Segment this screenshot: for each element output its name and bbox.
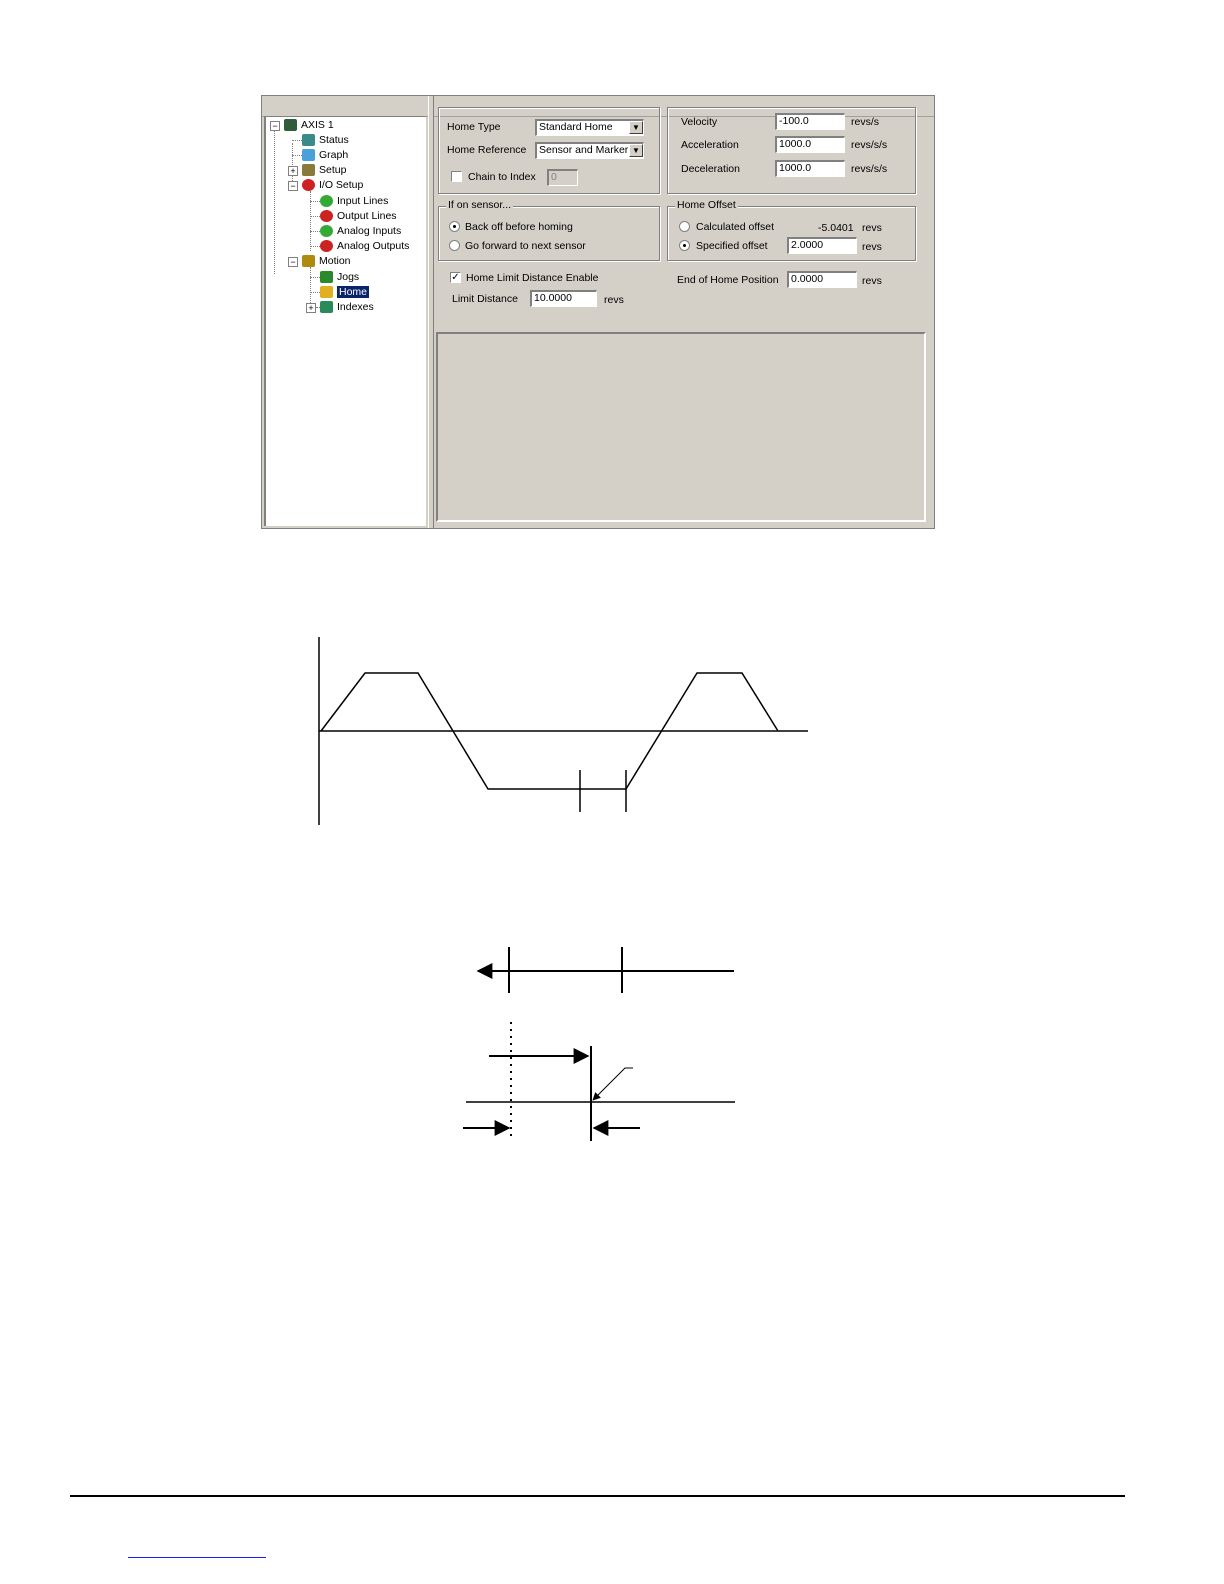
- chevron-down-icon[interactable]: ▼: [629, 144, 643, 157]
- tree-item-label: Indexes: [337, 301, 374, 313]
- deceleration-label: Deceleration: [681, 163, 740, 175]
- calculated-offset-value: -5.0401: [818, 222, 854, 234]
- go-forward-label: Go forward to next sensor: [465, 240, 586, 252]
- specified-offset-unit: revs: [862, 241, 882, 253]
- deceleration-unit: revs/s/s: [851, 163, 888, 175]
- tree-item-label: Input Lines: [337, 195, 389, 207]
- tree-item-label: I/O Setup: [319, 179, 364, 191]
- home-type-value: Standard Home: [539, 121, 613, 133]
- collapse-io-icon[interactable]: −: [288, 181, 298, 191]
- tree-root-label: AXIS 1: [301, 119, 334, 131]
- acceleration-unit: revs/s/s: [851, 139, 888, 151]
- tree-item-label: Output Lines: [337, 210, 397, 222]
- collapse-axis-icon[interactable]: −: [270, 121, 280, 131]
- expand-indexes-icon[interactable]: +: [306, 303, 316, 313]
- tree-item-label: Analog Outputs: [337, 240, 410, 252]
- home-type-label: Home Type: [447, 121, 501, 133]
- callout-leader: [593, 1068, 633, 1100]
- if-on-sensor-title: If on sensor...: [448, 199, 512, 211]
- limit-distance-label: Limit Distance: [452, 293, 518, 305]
- tree-item-label: Graph: [319, 149, 349, 161]
- home-reference-value: Sensor and Marker: [539, 144, 629, 156]
- specified-offset-value: 2.0000: [791, 239, 824, 251]
- offset-diagram: [463, 1022, 735, 1141]
- limit-distance-unit: revs: [604, 294, 624, 306]
- velocity-label: Velocity: [681, 116, 718, 128]
- tree-item-label: Motion: [319, 255, 351, 267]
- chain-to-index-label: Chain to Index: [468, 171, 536, 183]
- acceleration-label: Acceleration: [681, 139, 739, 151]
- tree-item-label: Home: [339, 286, 368, 298]
- end-home-position-unit: revs: [862, 275, 882, 287]
- end-home-position-value: 0.0000: [791, 273, 824, 285]
- end-home-position-label: End of Home Position: [677, 274, 779, 286]
- deceleration-value: 1000.0: [779, 162, 812, 174]
- home-limit-enable-checkbox[interactable]: ✓: [451, 272, 460, 283]
- footer-rule: [70, 1495, 1125, 1497]
- tree-item-label: Status: [319, 134, 349, 146]
- tree-item-label: Jogs: [337, 271, 360, 283]
- specified-offset-label: Specified offset: [696, 240, 768, 252]
- expand-setup-icon[interactable]: +: [288, 166, 298, 176]
- velocity-value: -100.0: [779, 115, 809, 127]
- tree-item-label: Analog Inputs: [337, 225, 402, 237]
- collapse-motion-icon[interactable]: −: [288, 257, 298, 267]
- back-off-label: Back off before homing: [465, 221, 573, 233]
- calculated-offset-unit: revs: [862, 222, 882, 234]
- home-limit-enable-label: Home Limit Distance Enable: [466, 272, 599, 284]
- home-offset-title: Home Offset: [677, 199, 736, 211]
- chevron-down-icon[interactable]: ▼: [629, 121, 643, 134]
- calculated-offset-label: Calculated offset: [696, 221, 775, 233]
- chain-index-value: 0: [551, 171, 557, 183]
- velocity-profile-diagram: [319, 637, 808, 825]
- limit-distance-value: 10.0000: [534, 292, 572, 304]
- velocity-unit: revs/s: [851, 116, 880, 128]
- home-reference-label: Home Reference: [447, 144, 527, 156]
- tree-item-label: Setup: [319, 164, 347, 176]
- acceleration-value: 1000.0: [779, 138, 812, 150]
- footer-link-underline[interactable]: [128, 1557, 266, 1558]
- sensor-position-diagram: [478, 947, 734, 993]
